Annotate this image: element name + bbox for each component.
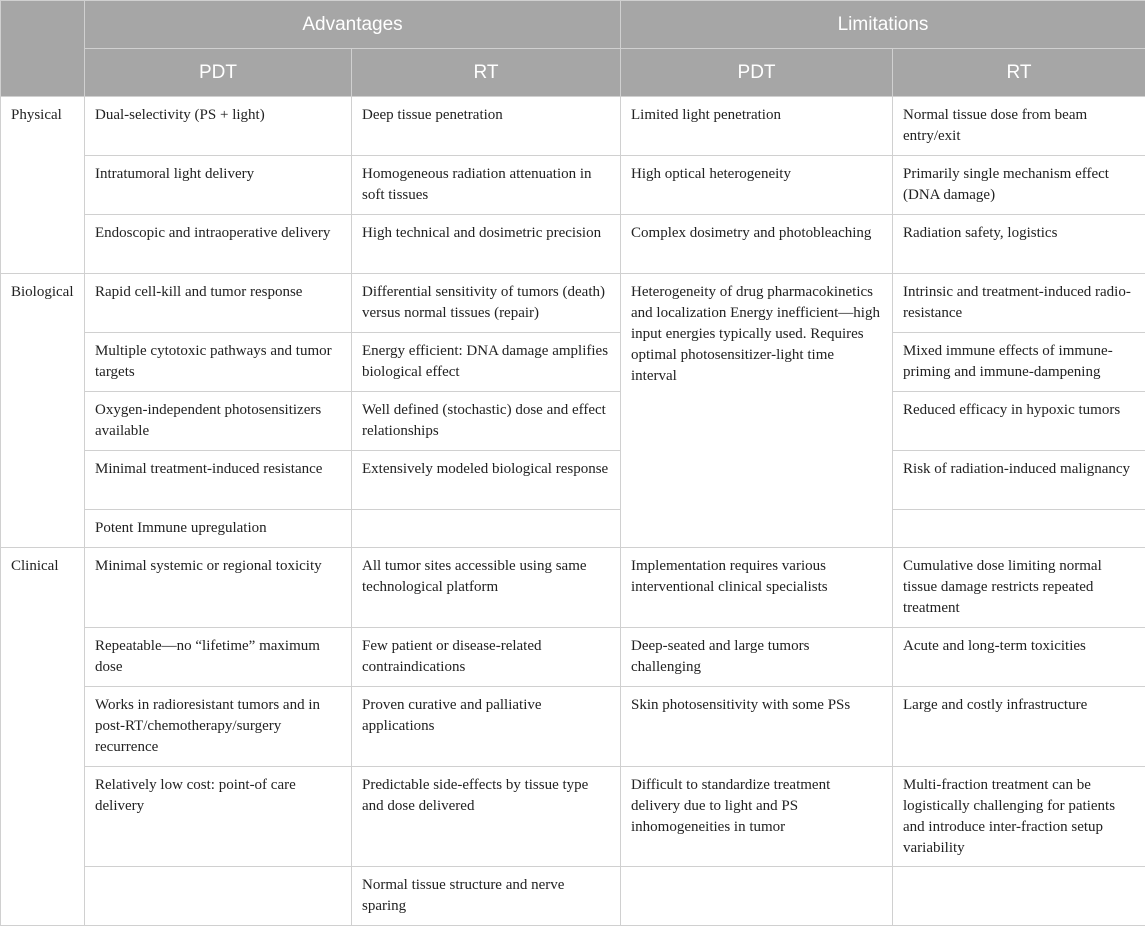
header-adv-pdt: PDT bbox=[85, 49, 352, 97]
cell-adv-pdt: Dual-selectivity (PS + light) bbox=[85, 97, 352, 156]
cell-adv-pdt bbox=[85, 867, 352, 926]
cell-lim-rt: Intrinsic and treatment-induced radio-resistance bbox=[893, 274, 1145, 333]
cell-adv-pdt: Relatively low cost: point-of care delivery bbox=[85, 767, 352, 867]
cell-lim-rt: Mixed immune effects of immune-priming and immune-dampening bbox=[893, 333, 1145, 392]
cell-adv-pdt: Oxygen-independent photosensitizers available bbox=[85, 392, 352, 451]
category-physical: Physical bbox=[1, 97, 85, 274]
cell-lim-pdt: Difficult to standardize treatment delivery due to light and PS inhomogeneities in tumor bbox=[621, 767, 893, 867]
table-row bbox=[1, 156, 1145, 215]
cell-adv-pdt: Potent Immune upregulation bbox=[85, 510, 352, 548]
cell-adv-pdt: Rapid cell-kill and tumor response bbox=[85, 274, 352, 333]
category-biological: Biological bbox=[1, 274, 85, 548]
table-row bbox=[1, 274, 1145, 333]
cell-lim-pdt: Limited light penetration bbox=[621, 97, 893, 156]
table-row bbox=[1, 451, 1145, 510]
cell-lim-rt: Cumulative dose limiting normal tissue damage restricts repeated treatment bbox=[893, 548, 1145, 628]
cell-adv-pdt: Works in radioresistant tumors and in post-RT/chemotherapy/surgery recurrence bbox=[85, 687, 352, 767]
cell-adv-rt: Predictable side-effects by tissue type and dose delivered bbox=[352, 767, 621, 867]
cell-adv-rt: Well defined (stochastic) dose and effect relationships bbox=[352, 392, 621, 451]
table-row bbox=[1, 767, 1145, 867]
cell-lim-rt bbox=[893, 510, 1145, 548]
cell-lim-rt: Acute and long-term toxicities bbox=[893, 628, 1145, 687]
cell-adv-rt: Few patient or disease-related contraindications bbox=[352, 628, 621, 687]
cell-adv-rt: Energy efficient: DNA damage amplifies biological effect bbox=[352, 333, 621, 392]
cell-adv-rt: Differential sensitivity of tumors (death) versus normal tissues (repair) bbox=[352, 274, 621, 333]
cell-adv-rt: Normal tissue structure and nerve sparing bbox=[352, 867, 621, 926]
table-header bbox=[1, 1, 1145, 97]
table-row bbox=[1, 333, 1145, 392]
cell-adv-pdt: Minimal systemic or regional toxicity bbox=[85, 548, 352, 628]
cell-lim-rt: Multi-fraction treatment can be logistically challenging for patients and introduce inter-fraction setup variability bbox=[893, 767, 1145, 867]
cell-adv-rt: Proven curative and palliative applications bbox=[352, 687, 621, 767]
cell-lim-pdt: Deep-seated and large tumors challenging bbox=[621, 628, 893, 687]
cell-lim-pdt: Skin photosensitivity with some PSs bbox=[621, 687, 893, 767]
table-body bbox=[1, 97, 1145, 926]
cell-adv-pdt: Intratumoral light delivery bbox=[85, 156, 352, 215]
cell-lim-rt bbox=[893, 867, 1145, 926]
cell-lim-pdt: Implementation requires various interventional clinical specialists bbox=[621, 548, 893, 628]
header-row-modalities bbox=[1, 49, 1145, 97]
cell-adv-pdt: Multiple cytotoxic pathways and tumor targets bbox=[85, 333, 352, 392]
table-row bbox=[1, 215, 1145, 274]
category-clinical: Clinical bbox=[1, 548, 85, 926]
cell-adv-pdt: Minimal treatment-induced resistance bbox=[85, 451, 352, 510]
cell-adv-rt: Deep tissue penetration bbox=[352, 97, 621, 156]
header-corner bbox=[1, 1, 85, 97]
cell-adv-rt bbox=[352, 510, 621, 548]
cell-adv-rt: All tumor sites accessible using same technological platform bbox=[352, 548, 621, 628]
table-row bbox=[1, 687, 1145, 767]
header-row-groups bbox=[1, 1, 1145, 49]
cell-adv-pdt: Repeatable—no “lifetime” maximum dose bbox=[85, 628, 352, 687]
table-row bbox=[1, 392, 1145, 451]
cell-adv-rt: Extensively modeled biological response bbox=[352, 451, 621, 510]
table-row bbox=[1, 97, 1145, 156]
cell-lim-pdt bbox=[621, 867, 893, 926]
header-advantages: Advantages bbox=[85, 1, 621, 49]
header-lim-rt: RT bbox=[893, 49, 1145, 97]
table-row bbox=[1, 510, 1145, 548]
cell-lim-pdt: High optical heterogeneity bbox=[621, 156, 893, 215]
table-row bbox=[1, 628, 1145, 687]
cell-lim-rt: Risk of radiation-induced malignancy bbox=[893, 451, 1145, 510]
cell-adv-rt: Homogeneous radiation attenuation in soft tissues bbox=[352, 156, 621, 215]
cell-lim-rt: Reduced efficacy in hypoxic tumors bbox=[893, 392, 1145, 451]
cell-adv-rt: High technical and dosimetric precision bbox=[352, 215, 621, 274]
cell-lim-rt: Primarily single mechanism effect (DNA damage) bbox=[893, 156, 1145, 215]
table-row bbox=[1, 548, 1145, 628]
header-lim-pdt: PDT bbox=[621, 49, 893, 97]
cell-lim-rt: Radiation safety, logistics bbox=[893, 215, 1145, 274]
cell-lim-rt: Normal tissue dose from beam entry/exit bbox=[893, 97, 1145, 156]
cell-lim-rt: Large and costly infrastructure bbox=[893, 687, 1145, 767]
table-row bbox=[1, 867, 1145, 926]
header-adv-rt: RT bbox=[352, 49, 621, 97]
header-limitations: Limitations bbox=[621, 1, 1145, 49]
cell-lim-pdt: Complex dosimetry and photobleaching bbox=[621, 215, 893, 274]
cell-lim-pdt-merged: Heterogeneity of drug pharmacokinetics and localization Energy inefficient—high input energies typically used. Requires optimal photosensitizer-light time interval bbox=[621, 274, 893, 548]
cell-adv-pdt: Endoscopic and intraoperative delivery bbox=[85, 215, 352, 274]
